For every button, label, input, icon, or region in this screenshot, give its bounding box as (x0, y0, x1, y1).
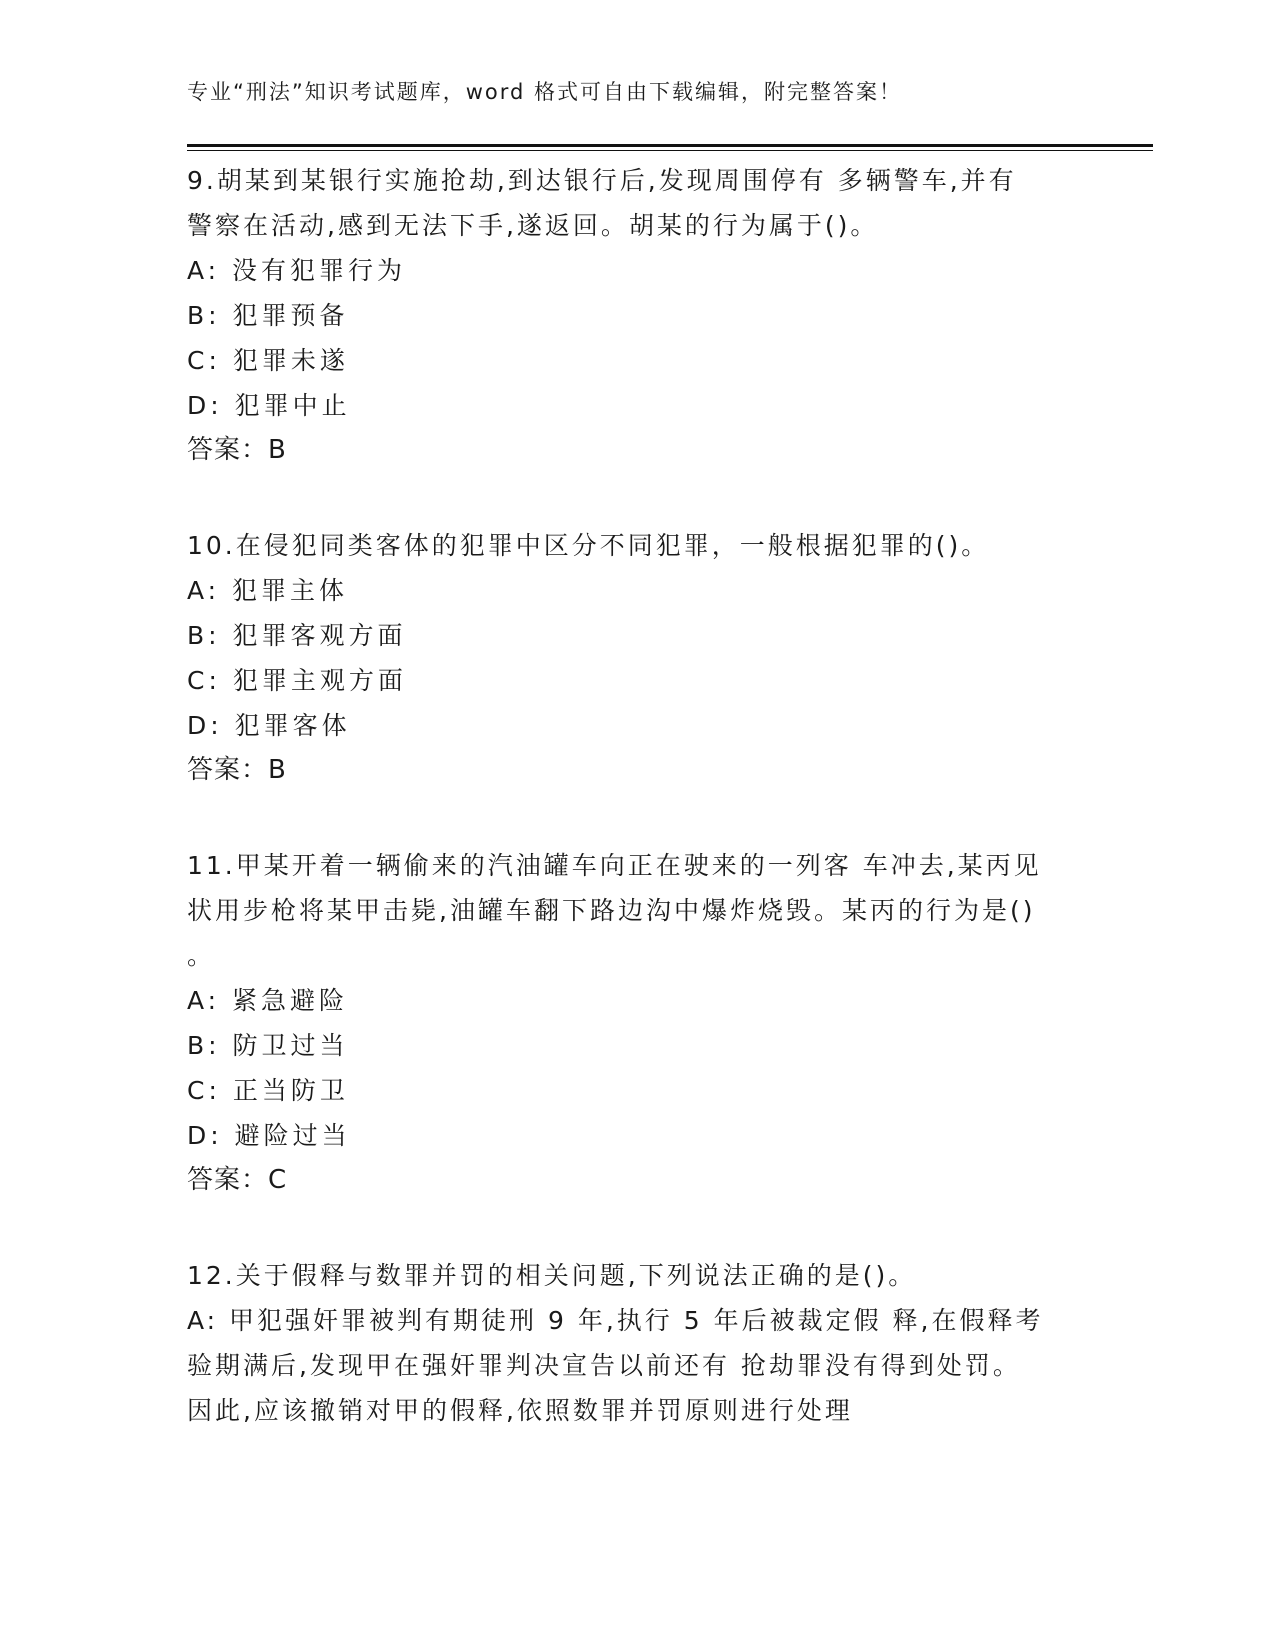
question-11 (187, 843, 1087, 1203)
answer: 答案：B (187, 435, 287, 465)
question-stem-line: 9.胡某到某银行实施抢劫,到达银行后,发现周围停有 多辆警车,并有 (187, 166, 1017, 195)
question-stem-line: 警察在活动,感到无法下手,遂返回。胡某的行为属于()。 (187, 211, 879, 240)
option-a: A: 犯罪主体 (187, 576, 349, 605)
option-d: D: 犯罪中止 (187, 391, 351, 420)
option-a: A: 没有犯罪行为 (187, 256, 407, 285)
option-d: D: 犯罪客体 (187, 711, 351, 740)
question-stem-line: 。 (187, 941, 216, 970)
header-rule-thin (187, 150, 1153, 151)
option-a: A: 甲犯强奸罪被判有期徒刑 9 年,执行 5 年后被裁定假 释,在假释考 (187, 1306, 1044, 1335)
question-12 (187, 1253, 1087, 1433)
option-b: B: 犯罪客观方面 (187, 621, 407, 650)
option-c: C: 正当防卫 (187, 1076, 349, 1105)
option-b: B: 犯罪预备 (187, 301, 349, 330)
option-a-continued: 验期满后,发现甲在强奸罪判决宣告以前还有 抢劫罪没有得到处罚。 (187, 1351, 1021, 1380)
option-a: A: 紧急避险 (187, 986, 349, 1015)
question-10 (187, 523, 1087, 793)
page-header: 专业“刑法”知识考试题库，word 格式可自由下载编辑，附完整答案！ (187, 80, 903, 104)
question-stem-line: 12.关于假释与数罪并罚的相关问题,下列说法正确的是()。 (187, 1261, 917, 1290)
header-rule-thick (187, 144, 1153, 147)
question-stem-line: 11.甲某开着一辆偷来的汽油罐车向正在驶来的一列客 车冲去,某丙见 (187, 851, 1042, 880)
option-a-continued: 因此,应该撤销对甲的假释,依照数罪并罚原则进行处理 (187, 1396, 853, 1425)
question-list (187, 158, 1087, 1483)
option-c: C: 犯罪主观方面 (187, 666, 407, 695)
question-stem-line: 状用步枪将某甲击毙,油罐车翻下路边沟中爆炸烧毁。某丙的行为是() (187, 896, 1036, 925)
option-d: D: 避险过当 (187, 1121, 351, 1150)
answer: 答案：B (187, 755, 287, 785)
option-b: B: 防卫过当 (187, 1031, 349, 1060)
question-stem-line: 10.在侵犯同类客体的犯罪中区分不同犯罪，一般根据犯罪的()。 (187, 531, 990, 560)
question-9 (187, 158, 1087, 473)
answer: 答案：C (187, 1165, 288, 1195)
option-c: C: 犯罪未遂 (187, 346, 349, 375)
